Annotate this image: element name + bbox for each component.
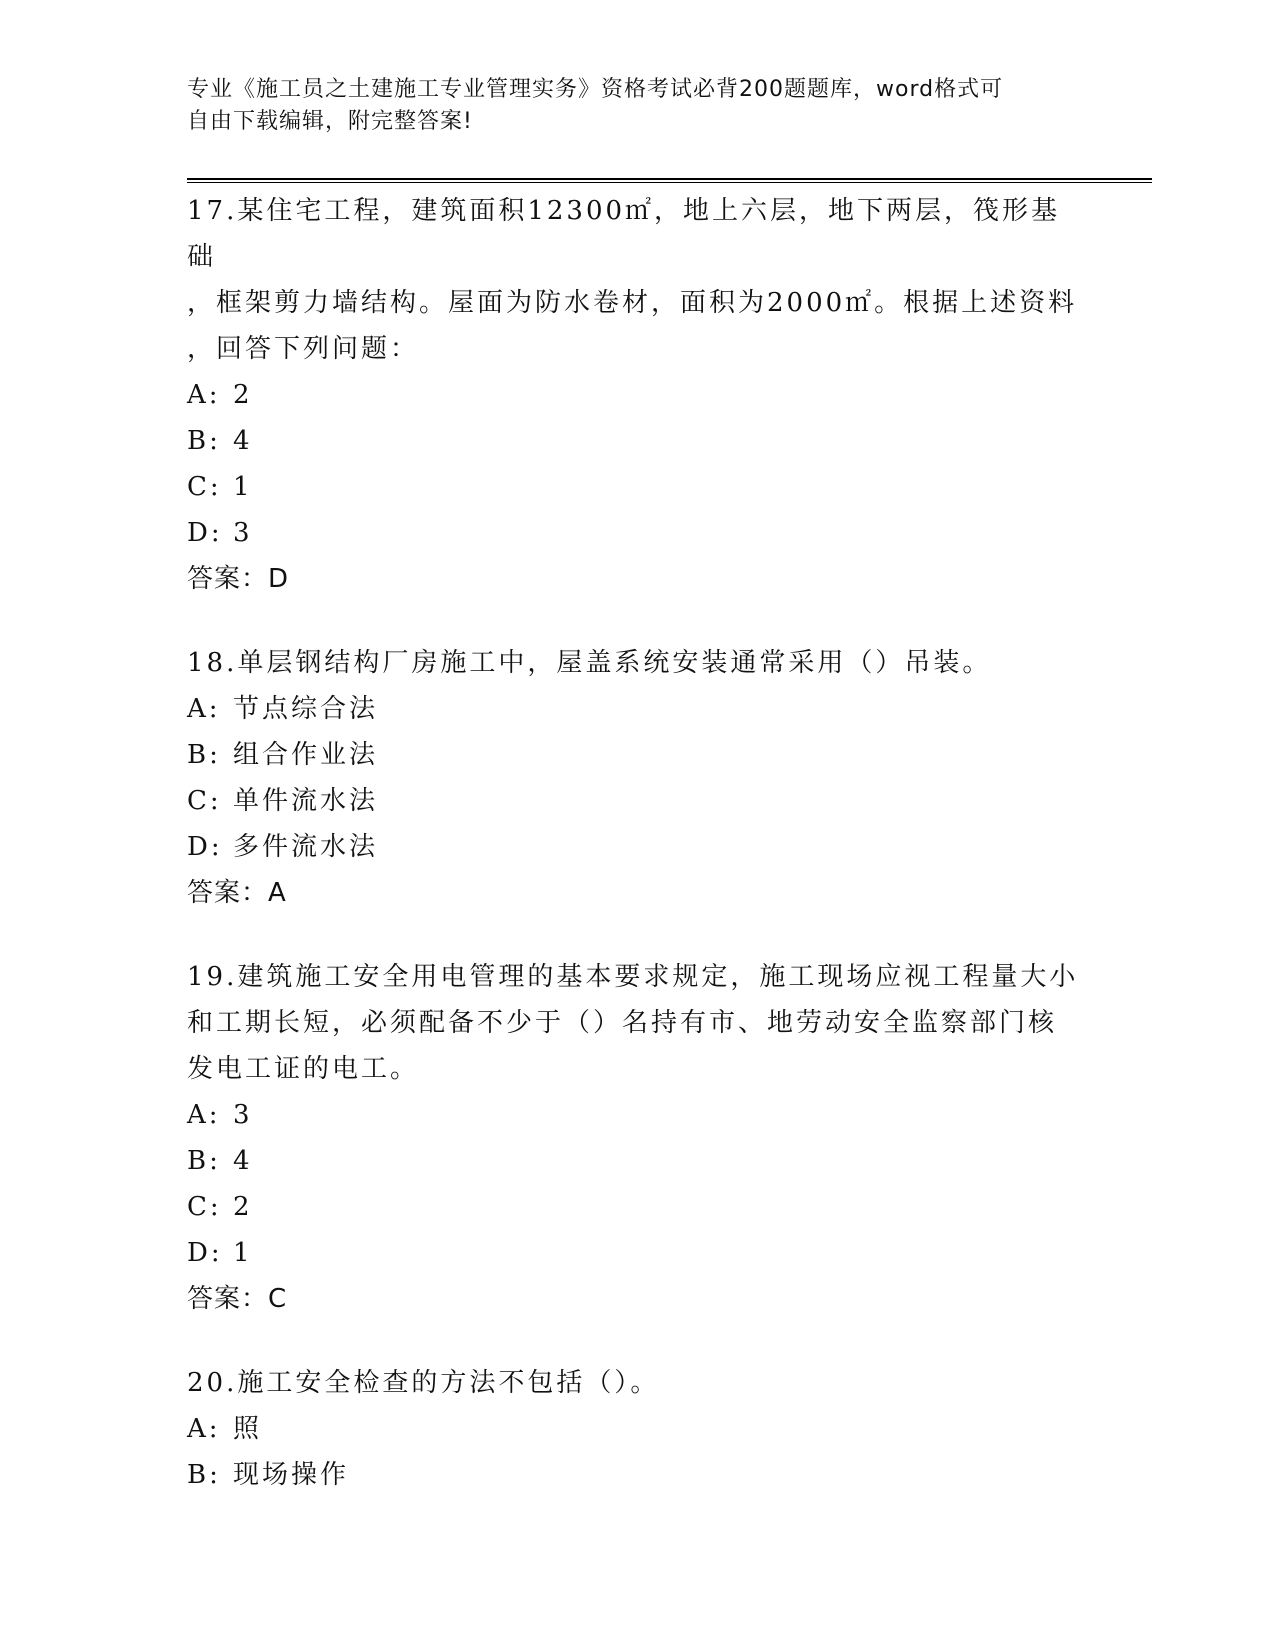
answer-line: 答案：A <box>187 878 287 908</box>
option-b <box>187 1138 1087 1184</box>
question-stem: 17.某住宅工程，建筑面积12300㎡，地上六层，地下两层，筏形基础 ，框架剪力墙结构。屋面为防水卷材，面积为2000㎡。根据上述资料 ，回答下列问题： <box>187 196 1078 364</box>
option-a <box>187 372 1087 418</box>
answer-line: 答案：C <box>187 1284 288 1314</box>
question-list <box>187 188 1087 1536</box>
option-letter: B: <box>187 426 221 456</box>
question-17 <box>187 188 1087 602</box>
option-letter: A: <box>187 694 221 724</box>
option-letter: C: <box>187 472 222 502</box>
option-letter: D: <box>187 832 223 862</box>
option-d <box>187 824 1087 870</box>
option-letter: A: <box>187 1414 221 1444</box>
option-text: 1 <box>233 1238 253 1268</box>
option-a <box>187 686 1087 732</box>
option-c <box>187 1184 1087 1230</box>
option-text: 节点综合法 <box>233 694 379 724</box>
question-19 <box>187 954 1087 1322</box>
option-b <box>187 418 1087 464</box>
option-text: 3 <box>233 1100 253 1130</box>
option-letter: D: <box>187 1238 223 1268</box>
option-letter: B: <box>187 740 221 770</box>
question-stem: 19.建筑施工安全用电管理的基本要求规定，施工现场应视工程量大小 和工期长短，必须配备不少于（）名持有市、地劳动安全监察部门核 发电工证的电工。 <box>187 962 1079 1084</box>
question-stem: 18.单层钢结构厂房施工中，屋盖系统安装通常采用（）吊装。 <box>187 648 992 678</box>
option-text: 照 <box>233 1414 263 1444</box>
header-divider <box>187 178 1152 183</box>
option-letter: A: <box>187 1100 221 1130</box>
option-d <box>187 510 1087 556</box>
option-b <box>187 1452 1087 1498</box>
option-text: 4 <box>233 1146 253 1176</box>
option-b <box>187 732 1087 778</box>
option-c <box>187 464 1087 510</box>
option-letter: C: <box>187 1192 222 1222</box>
option-text: 3 <box>233 518 253 548</box>
option-text: 组合作业法 <box>233 740 379 770</box>
option-d <box>187 1230 1087 1276</box>
option-c <box>187 778 1087 824</box>
answer-line: 答案：D <box>187 564 290 594</box>
option-text: 2 <box>233 1192 253 1222</box>
option-text: 1 <box>233 472 253 502</box>
option-letter: C: <box>187 786 222 816</box>
question-stem: 20.施工安全检查的方法不包括（）。 <box>187 1368 660 1398</box>
document-page <box>187 0 1152 1650</box>
option-text: 4 <box>233 426 253 456</box>
option-letter: D: <box>187 518 223 548</box>
option-letter: A: <box>187 380 221 410</box>
option-text: 2 <box>233 380 253 410</box>
option-text: 现场操作 <box>233 1460 350 1490</box>
option-a <box>187 1406 1087 1452</box>
option-letter: B: <box>187 1146 221 1176</box>
option-a <box>187 1092 1087 1138</box>
option-text: 单件流水法 <box>233 786 379 816</box>
option-letter: B: <box>187 1460 221 1490</box>
question-18 <box>187 640 1087 916</box>
option-text: 多件流水法 <box>233 832 379 862</box>
document-header: 专业《施工员之土建施工专业管理实务》资格考试必背200题题库，word格式可 自由下载编辑，附完整答案! <box>187 77 1004 134</box>
question-20 <box>187 1360 1087 1498</box>
